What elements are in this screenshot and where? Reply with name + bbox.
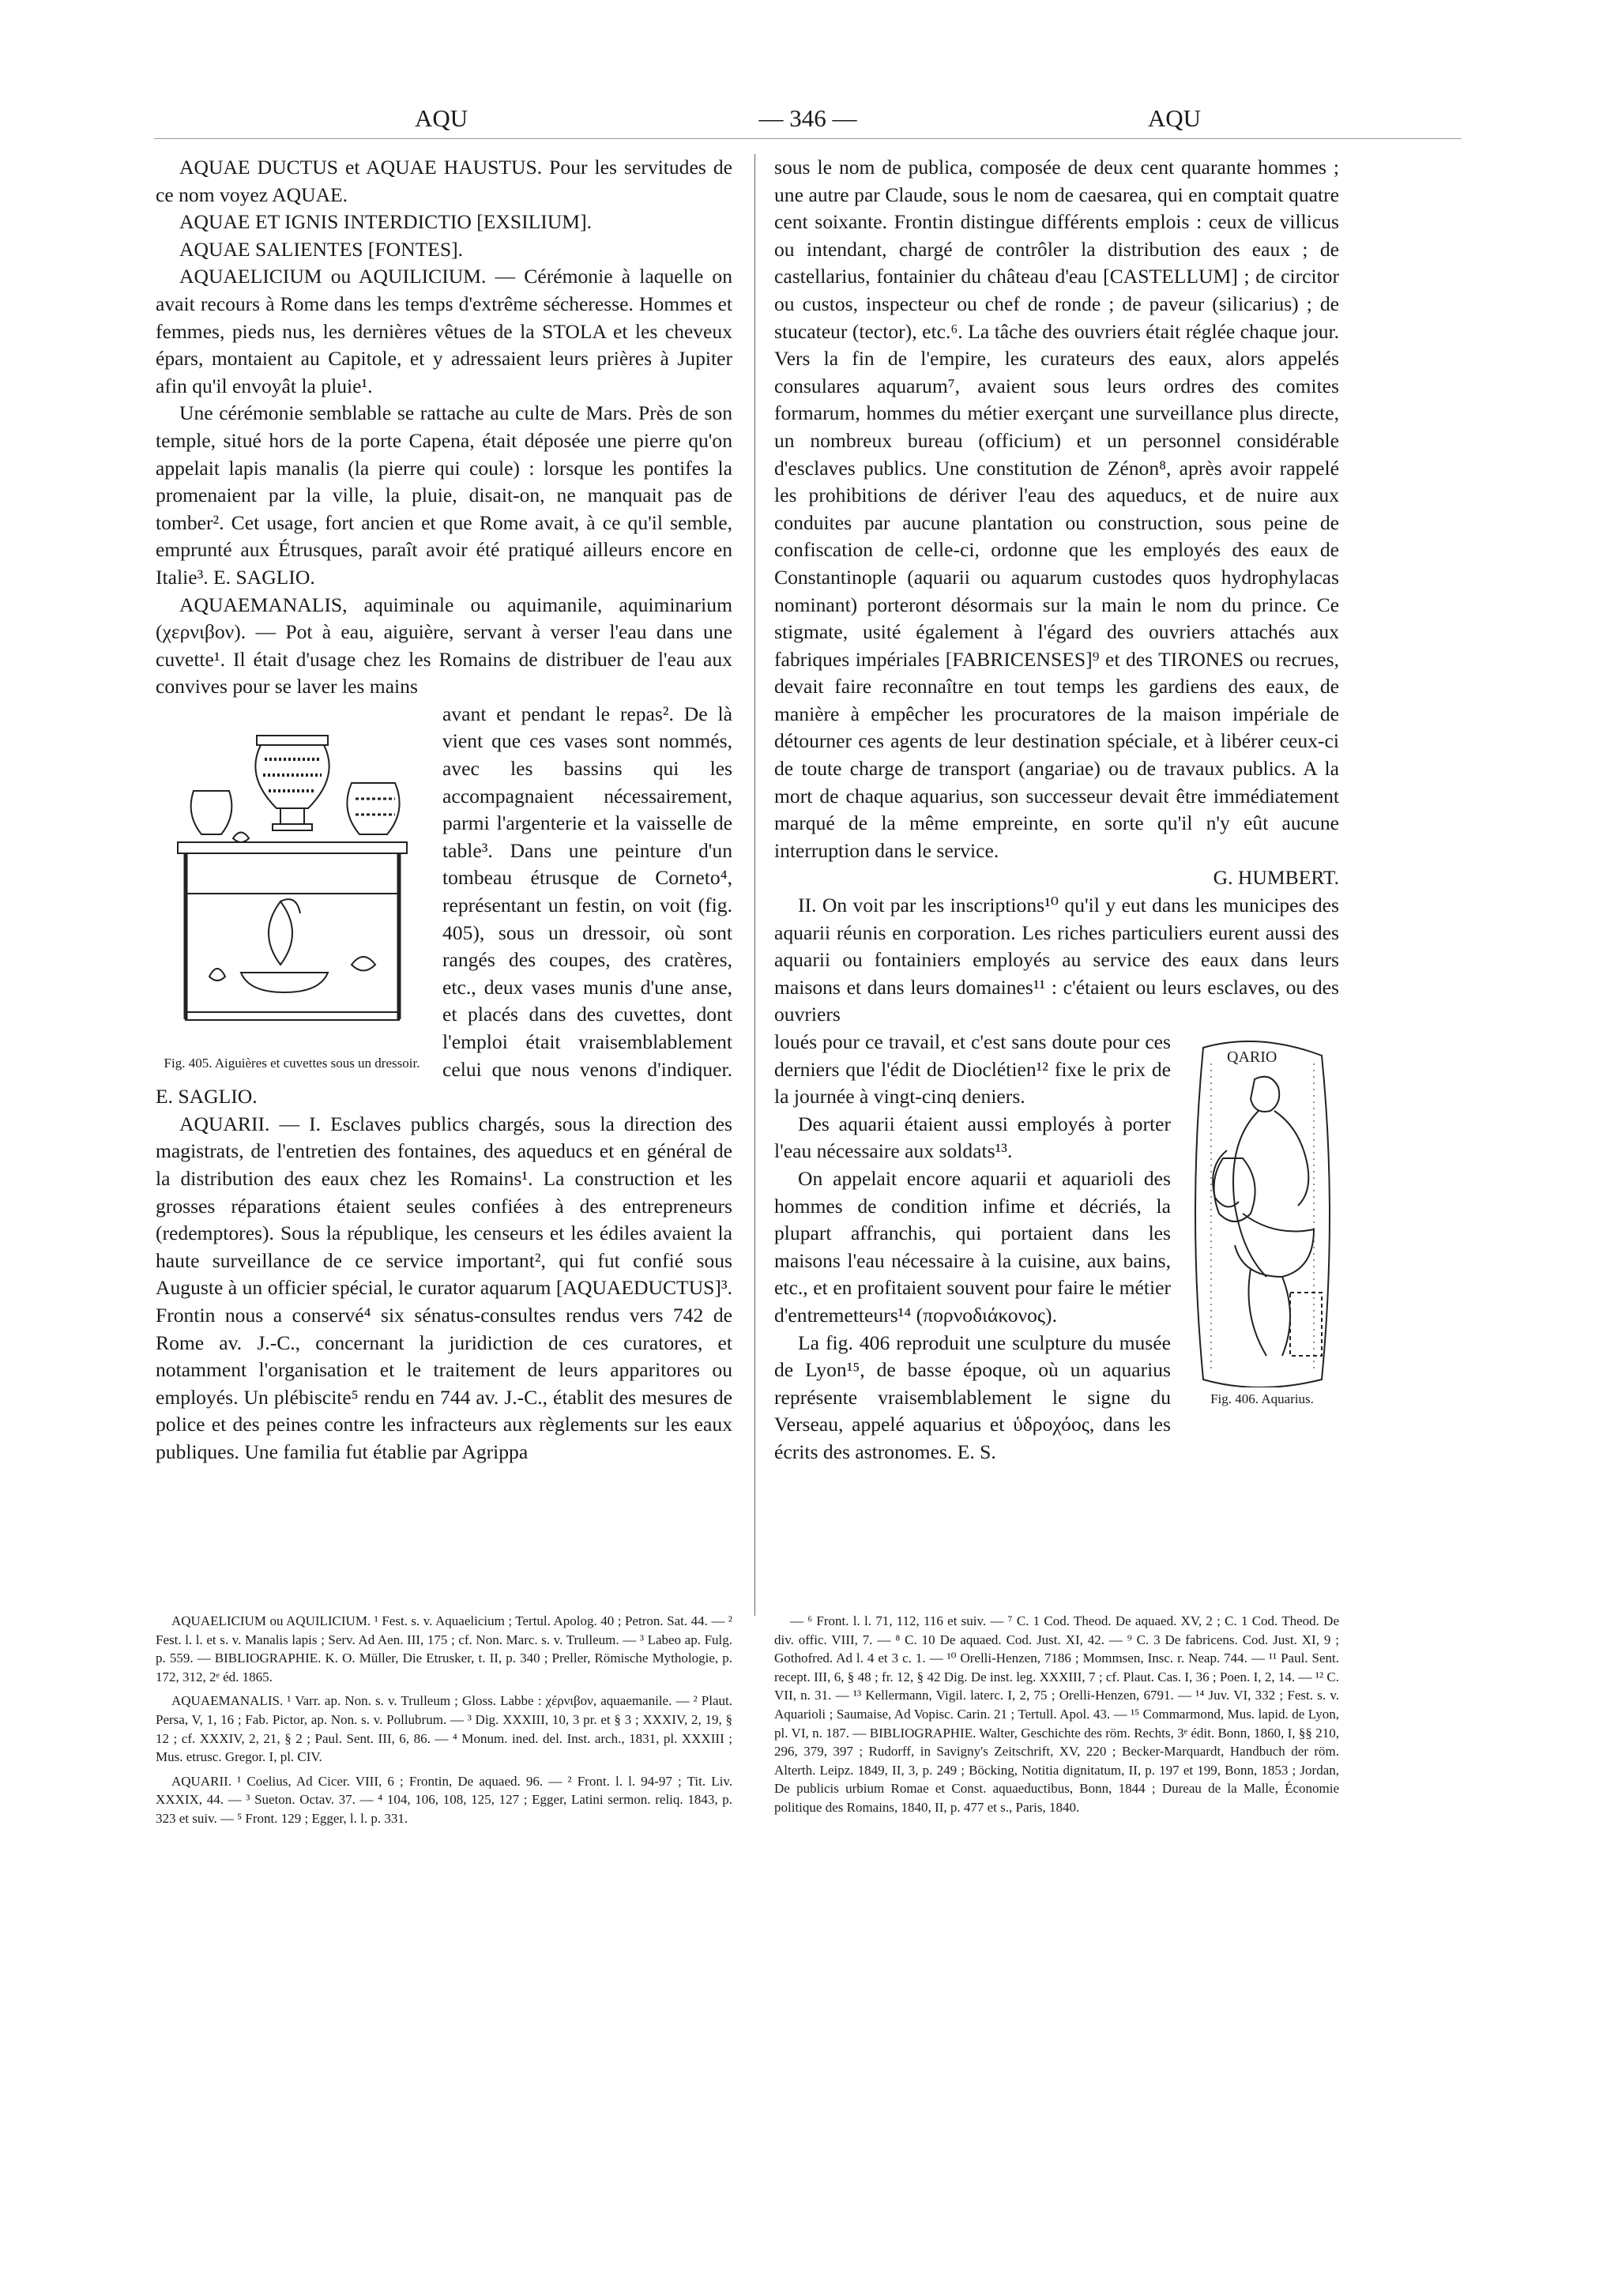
fig406-inscription: QARIO (1226, 1048, 1277, 1066)
entry-aquae-ductus: AQUAE DUCTUS et AQUAE HAUSTUS. Pour les servitudes de ce nom voyez AQUAE. (156, 156, 732, 206)
aquarii-fig406-description: La fig. 406 reproduit une sculpture du musée de Lyon¹⁵, de basse époque, où un aquarius représente vraisemblablement le signe du Verseau, appelé aquarius et ὑδροχόος, dans les écrits des astronomes. E. S. (774, 1331, 1171, 1463)
footnotes-left (156, 1612, 732, 1834)
entry-aquaemanalis: AQUAEMANALIS, aquiminale ou aquimanile, aquiminarium (χερνιβον). — Pot à eau, aiguière, servant à verser l'eau dans une cuvette¹. Il était d'usage chez les Romains de distribuer de l'eau aux convives pour se laver les mains (156, 593, 732, 698)
footnote-aquarii: AQUARII. ¹ Coelius, Ad Cicer. VIII, 6 ; Frontin, De aquaed. 96. — ² Front. l. l. 94-97 ; Tit. Liv. XXXIX, 44. — ³ Sueton. Octav. 37. — ⁴ 104, 106, 108, 125, 127 ; Egger, Latini sermon. reliq. 1843, p. 323 et suiv. — ⁵ Front. 129 ; Egger, l. l. p. 331. (156, 1773, 732, 1826)
left-column (156, 154, 732, 1466)
figure-406 (1185, 1032, 1339, 1408)
running-header (154, 104, 1462, 136)
footnote-aquaemanalis: AQUAEMANALIS. ¹ Varr. ap. Non. s. v. Trulleum ; Gloss. Labbe : χέρνιβον, aquaemanile. — ² Plaut. Persa, V, 1, 16 ; Fab. Pictor, ap. Non. s. v. Pollubrum. — ³ Dig. XXXIII, 10, 3 pr. et § 3 ; XXXIV, 2, 19, § 12 ; cf. XXXIV, 2, 21, § 2 ; Paul. Sent. III, 6, 86. — ⁴ Monum. ined. del. Inst. arch., 1831, pl. XXXIII ; Mus. etrusc. Gregor. I, pl. CIV. (156, 1693, 732, 1765)
fig406-aquarius-relief (1187, 1032, 1338, 1387)
header-rule (154, 138, 1462, 139)
entry-aquaelicium: AQUAELICIUM ou AQUILICIUM. — Cérémonie à laquelle on avait recours à Rome dans les temps d'extrême sécheresse. Hommes et femmes, pieds nus, les dernières vêtues de la STOLA et les cheveux épars, montaient au Capitole, et y adressaient leurs prières à Jupiter afin qu'il envoyât la pluie¹. (156, 265, 732, 397)
aquaelicium-continued: Une cérémonie semblable se rattache au culte de Mars. Près de son temple, situé hors de la porte Capena, était déposée une pierre qu'on appelait lapis manalis (la pierre qui coule) : lorsque les pontifes la promenaient par la ville, la pluie, disait-on, ne manquait pas de tomber². Cet usage, fort ancien et que Rome avait, à ce qu'il semble, emprunté aux Étrusques, paraît avoir été pratiqué ailleurs encore en Italie³. E. SAGLIO. (156, 401, 732, 589)
footnotes-right (774, 1612, 1339, 1823)
right-column (774, 154, 1339, 1466)
fig405-dresser-illustration (162, 704, 423, 1052)
entry-aquarii: AQUARII. — I. Esclaves publics chargés, sous la direction des magistrats, de l'entretien des fontaines, des aqueducs et en général de la distribution des eaux chez les Romains¹. La construction et les grosses réparations étaient seules confiées à des entrepreneurs (redemptores). Sous la république, les censeurs et les édiles avaient la haute surveillance de ce service important², qui fut confié sous Auguste à un officier spécial, le curator aquarum [AQUAEDUCTUS]³. Frontin nous a conservé⁴ six sénatus-consultes rendus vers 742 de Rome av. J.-C., concernant la juridiction de ces curatores, et notamment l'organisation et le traitement de leurs apparitores ou employés. Un plébiscite⁵ rendu en 744 av. J.-C., établit des mesures de police et des peines contre les infracteurs aux règlements sur les eaux publiques. Une familia fut établie par Agrippa (156, 1112, 732, 1463)
aquarii-continued: sous le nom de publica, composée de deux cent quarante hommes ; une autre par Claude, sous le nom de caesarea, qui en comptait quatre cent soixante. Frontin distingue différents emplois : ceux de villicus ou intendant, chargé de contrôler la distribution des eaux ; de castellarius, fontainier du château d'eau [CASTELLUM] ; de circitor ou custos, inspecteur ou chef de ronde ; de paveur (silicarius) ; de stucateur (tector), etc.⁶. La tâche des ouvriers était réglée chaque jour. Vers la fin de l'empire, les curateurs des eaux, alors appelés consulares aquarum⁷, avaient sous leurs ordres des comites formarum, hommes du métier exerçant une surveillance plus directe, un nombreux bureau (officium) et un personnel considérable d'esclaves publics. Une constitution de Zénon⁸, après avoir rappelé les prohibitions de dériver l'eau des aqueducs, et de nuire aux conduites par aucune plantation ou construction, sous peine de confiscation de celle-ci, ordonne que les employés des eaux de Constantinople (aquarii ou aquarum custodes quos hydrophylacas nominant) porteront désormais sur la main le nom du prince. Ce stigmate, usité également à l'égard des ouvriers attachés aux fabriques impériales [FABRICENSES]⁹ et des TIRONES ou recrues, devait faire reconnaître en tout temps les gardiens des eaux, de manière à empêcher les procuratores de la maison impériale de détourner ces agents de leur destination spéciale, et à libérer ceux-ci de toute charge de transport (angariae) ou de travaux publics. A la mort de chaque aquarius, son successeur devait être immédiatement marqué de la même empreinte, en sorte qu'il n'y eût aucune interruption dans le service. (774, 156, 1339, 862)
page-number: — 346 — (758, 104, 857, 132)
entry-aquae-salientes: AQUAE SALIENTES [FONTES]. (179, 237, 463, 261)
aquarii-aquarioli: On appelait encore aquarii et aquarioli des hommes de condition infime et décriés, la plupart affranchis, qui portaient dans les maisons l'eau nécessaire à la cuisine, aux bains, etc., et en profitaient souvent pour faire le métier d'entremetteurs¹⁴ (πορνοδιάκονος). (774, 1166, 1171, 1327)
header-right-term: AQU (1147, 104, 1201, 132)
figure-405 (156, 704, 428, 1072)
footnote-aquarii-continued: — ⁶ Front. l. l. 71, 112, 116 et suiv. — ⁷ C. 1 Cod. Theod. De aquaed. XV, 2 ; C. 1 Cod. Theod. De div. offic. VIII, 7. — ⁸ C. 10 De aquaed. Cod. Just. XI, 42. — ⁹ C. 3 De fabricens. Cod. Just. XI, 9 ; Gothofred. Ad l. 4 et 3 c. 1. — ¹⁰ Orelli-Henzen, 7186 ; Mommsen, Insc. r. Neap. 744. — ¹¹ Paul. Sent. recept. III, 6, § 48 ; fr. 12, § 42 Dig. De inst. leg. XXXIII, 7 ; cf. Plaut. Cas. I, 36 ; Poen. I, 2, 14. — ¹² C. VII, n. 31. — ¹³ Kellermann, Vigil. laterc. I, 2, 75 ; Orelli-Henzen, 6791. — ¹⁴ Juv. VI, 332 ; Fest. s. v. Aquarioli ; Saumaise, Ad Vopisc. Carin. 21 ; Tertull. Apol. 43. — ¹⁵ Commarmond, Mus. lapid. de Lyon, pl. VI, n. 187. — BIBLIOGRAPHIE. Walter, Geschichte des röm. Rechts, 3ᵉ édit. Bonn, 1860, I, §§ 210, 296, 379, 397 ; Rudorff, in Savigny's Zeitschrift, XV, 220 ; Becker-Marquardt, Handbuch der röm. Alterth. Leipz. 1849, II, 3, p. 249 ; Böcking, Notitia dignitatum, II, p. 197 et 199, Bonn, 1853 ; Jordan, De publicis urbium Romae et Const. aquaeductibus, Bonn, 1844 ; Dureau de la Malle, Économie politique des Romains, 1840, II, p. 477 et s., Paris, 1840. (774, 1613, 1339, 1815)
aquarii-soldiers: Des aquarii étaient aussi employés à porter l'eau nécessaire aux soldats¹³. (774, 1112, 1171, 1163)
aquaemanalis-continued: avant et pendant le repas². De là vient que ces vases sont nommés, avec les bassins qui les accompagnaient nécessairement, parmi l'argenterie et la vaisselle de table³. Dans une peinture d'un tombeau étrusque de Corneto⁴, représentant un festin, on voit (fig. 405), sous un dressoir, où sont rangés des coupes, des cratères, etc., deux vases munis d'une anse, et placés dans des cuvettes, dont l'emploi était vraisemblablement celui que nous venons d'indiquer. E. SAGLIO. (156, 702, 732, 1108)
fig406-caption: Fig. 406. Aquarius. (1210, 1391, 1314, 1406)
entry-aquae-et-ignis: AQUAE ET IGNIS INTERDICTIO [EXSILIUM]. (179, 210, 592, 234)
fig405-caption: Fig. 405. Aiguières et cuvettes sous un dressoir. (164, 1055, 420, 1071)
aquarii-section-ii-continued: loués pour ce travail, et c'est sans doute pour ces derniers que l'édit de Dioclétien¹² fixe le prix de la journée à vingt-cinq deniers. (774, 1030, 1171, 1108)
footnote-aquaelicium: AQUAELICIUM ou AQUILICIUM. ¹ Fest. s. v. Aquaelicium ; Tertul. Apolog. 40 ; Petron. Sat. 44. — ² Fest. l. l. et s. v. Manalis lapis ; Serv. Ad Aen. III, 175 ; cf. Non. Marc. s. v. Trulleum. — ³ Labeo ap. Fulg. p. 559. — BIBLIOGRAPHIE. K. O. Müller, Die Etrusker, t. II, p. 340 ; Preller, Römische Mythologie, p. 172, 312, 2ᵉ éd. 1865. (156, 1613, 732, 1684)
aquarii-section-ii: II. On voit par les inscriptions¹⁰ qu'il y eut dans les municipes des aquarii réunis en corporation. Les riches particuliers eurent aussi des aquarii ou fontainiers employés au service des eaux dans leurs maisons et dans leurs domaines¹¹ : c'étaient ou leurs esclaves, ou des ouvriers (774, 894, 1339, 1026)
author-signature: G. HUMBERT. (1213, 866, 1339, 890)
column-divider (754, 154, 755, 1616)
header-left-term: AQU (415, 104, 468, 132)
